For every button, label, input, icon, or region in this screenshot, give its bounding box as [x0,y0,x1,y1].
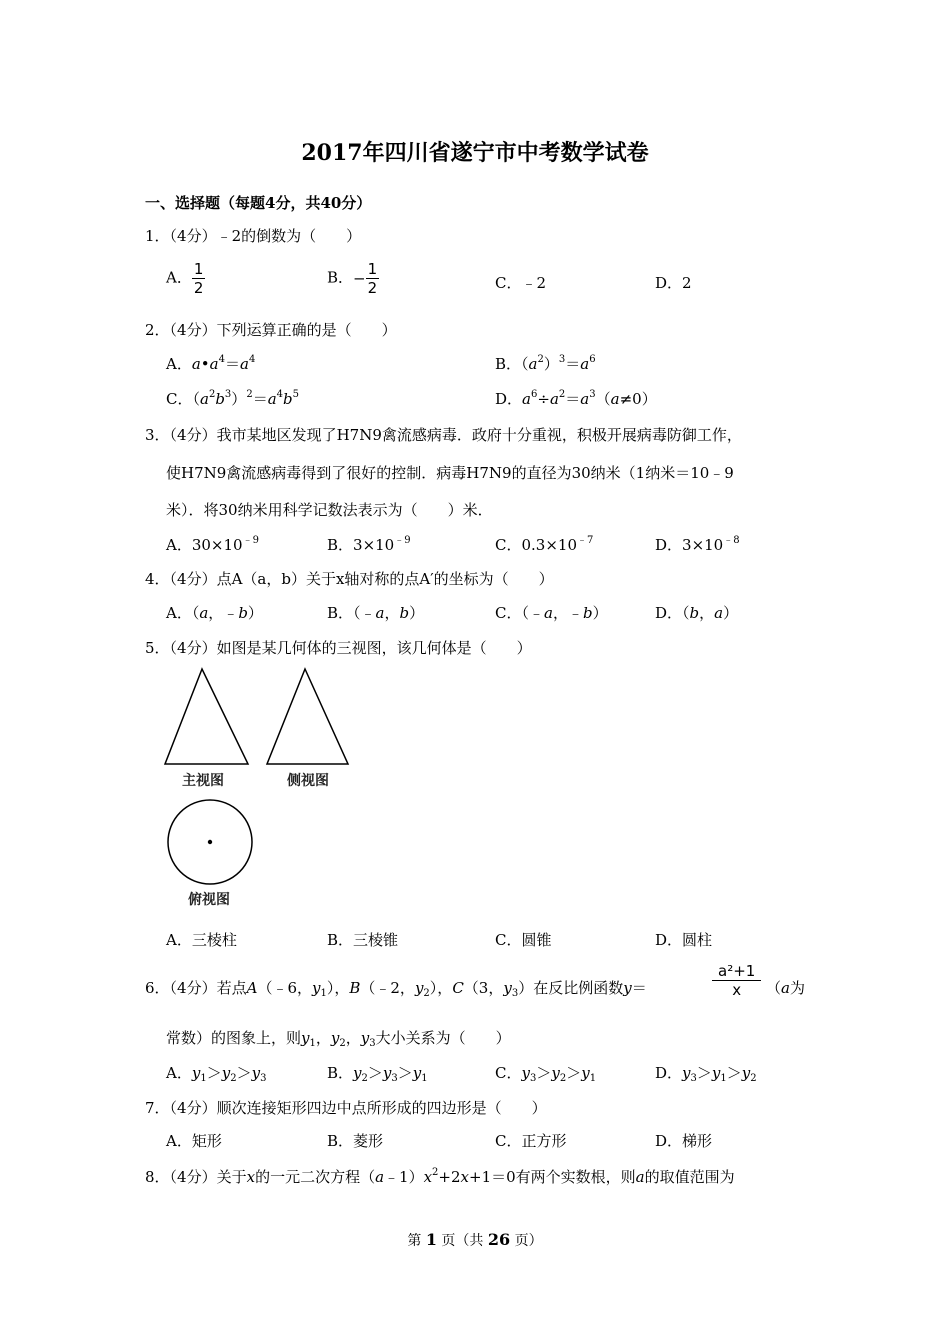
q6-option-d: D．$y_3>y_1>y_2$ [655,1064,757,1084]
q1-option-c: C．﹣2 [495,274,547,292]
q3-line1: 3．（4分）我市某地区发现了H7N9禽流感病毒．政府十分重视，积极开展病毒防御工作， [145,426,742,444]
q7-option-b: B．菱形 [327,1132,384,1150]
q4-option-a: A．（a，﹣b） [166,604,263,622]
q2-option-c: C．$(a^2b^3)^2=a^4b^5$ [166,389,300,408]
q6-option-a: A．$y_1>y_2>y_3$ [166,1064,267,1084]
q2-option-d: D．$a^6\div a^2=a^3(a\ne 0)$ [495,389,657,408]
q6-stem-tail: （a为 [766,979,805,997]
q7-stem: 7．（4分）顺次连接矩形四边中点所形成的四边形是（ ） [145,1099,547,1117]
q5-option-d: D．圆柱 [655,931,713,949]
q2-option-a: A．$a•a^4=a^4$ [166,354,256,373]
q6-option-b: B．$y_2>y_3>y_1$ [327,1064,428,1084]
top-view-caption: 俯视图 [188,892,230,908]
front-view-caption: 主视图 [182,773,224,789]
q8-stem: 8．（4分）关于x的一元二次方程$(a﹣1)x^2+2x+1=0$有两个实数根，则a的取值范围为 [145,1167,735,1186]
q2-option-b: B．$(a^2)^3=a^6$ [495,354,596,373]
q4-option-c: C．（﹣a，﹣b） [495,604,608,622]
q3-line2: 使H7N9禽流感病毒得到了很好的控制．病毒H7N9的直径为30纳米（1纳米＝10﹣9 [166,464,734,482]
q5-option-a: A．三棱柱 [166,931,237,949]
front-view-triangle [165,669,248,764]
q6-stem: 6．（4分）若点A（﹣6，$y_1$），B（﹣2，$y_2$），C（3，$y_3$）在反比例函数y＝ [145,979,647,999]
q3-line3: 米）．将30纳米用科学记数法表示为（ ）米． [166,501,493,519]
q5-option-b: B．三棱锥 [327,931,399,949]
q6-fraction: $\frac{\text{a²+1}}{x}$ [712,962,761,999]
q5-option-c: C．圆锥 [495,931,552,949]
q1-option-d: D．2 [655,274,692,292]
q6-line2: 常数）的图象上，则$y_1$，$y_2$，$y_3$大小关系为（ ） [166,1029,511,1049]
q1-option-a: A． $\frac{1}{2}$ [166,260,204,297]
q4-option-b: B．（﹣a，b） [327,604,425,622]
q4-stem: 4．（4分）点A（a，b）关于x轴对称的点A′的坐标为（ ） [145,570,554,588]
side-view-caption: 侧视图 [287,773,329,789]
q1-option-b: B．− $\frac{1}{2}$ [327,260,378,297]
q3-option-d: D．$3\times 10^{﹣8}$ [655,535,740,554]
q4-option-d: D．（b，a） [655,604,739,622]
q6-option-c: C．$y_3>y_2>y_1$ [495,1064,597,1084]
q5-stem: 5．（4分）如图是某几何体的三视图，该几何体是（ ） [145,639,532,657]
top-view-center-dot [208,840,212,844]
page-number: 1 [425,1230,437,1249]
q7-option-a: A．矩形 [166,1132,222,1150]
q3-option-c: C．$0.3\times 10^{﹣7}$ [495,535,594,554]
q7-option-d: D．梯形 [655,1132,713,1150]
q7-option-c: C．正方形 [495,1132,567,1150]
page-title: 2017年四川省遂宁市中考数学试卷 [301,140,649,166]
q2-stem: 2．（4分）下列运算正确的是（ ） [145,321,397,339]
q1-stem: 1．（4分）﹣2的倒数为（ ） [145,227,362,245]
page-footer: 第 1 页（共 26 页） [407,1230,543,1249]
q3-option-a: A．$30\times 10^{﹣9}$ [166,535,259,554]
section-heading: 一、选择题（每题4分，共40分） [145,194,372,212]
side-view-triangle [267,669,348,764]
q3-option-b: B．$3\times 10^{﹣9}$ [327,535,411,554]
page-total: 26 [487,1230,511,1249]
